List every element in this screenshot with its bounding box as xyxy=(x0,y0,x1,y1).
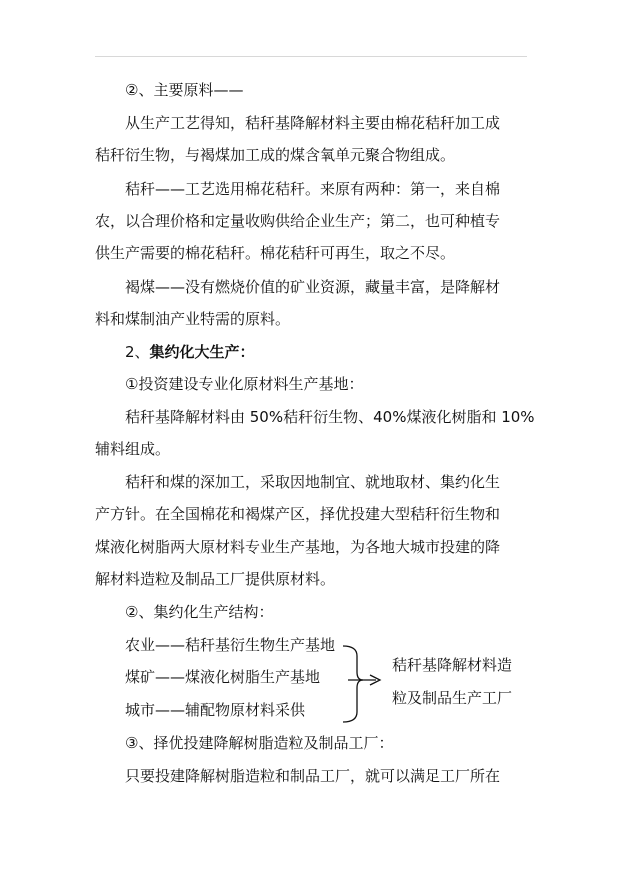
intensive-heading-num: 2、 xyxy=(125,343,150,361)
processing-line-2: 产方针。在全国棉花和褐煤产区，择优投建大型秸秆衍生物和 xyxy=(95,505,501,523)
structure-arrow-icon xyxy=(370,675,380,685)
straw-line-3: 供生产需要的棉花秸秆。棉花秸秆可再生，取之不尽。 xyxy=(95,244,456,262)
intro-line-2: 秸秆衍生物，与褐煤加工成的煤含氧单元聚合物组成。 xyxy=(95,146,456,164)
straw-line-1: 秸秆——工艺选用棉花秸秆。来原有两种：第一，来自棉 xyxy=(125,180,501,198)
structure-target-line-1: 秸秆基降解材料造 xyxy=(392,656,513,674)
item2-heading: ②、集约化生产结构： xyxy=(125,603,274,621)
structure-source-coal-mine: 煤矿——煤液化树脂生产基地 xyxy=(125,668,321,686)
processing-line-1: 秸秆和煤的深加工，采取因地制宜、就地取材、集约化生 xyxy=(125,473,501,491)
composition-line-1: 秸秆基降解材料由 50%秸秆衍生物、40%煤液化树脂和 10% xyxy=(125,408,535,426)
structure-source-agriculture: 农业——秸秆基衍生物生产基地 xyxy=(125,636,336,654)
main-materials-heading: ②、主要原料—— xyxy=(125,81,244,99)
item3-text: 只要投建降解树脂造粒和制品工厂，就可以满足工厂所在 xyxy=(125,767,501,785)
processing-line-4: 解材料造粒及制品工厂提供原材料。 xyxy=(95,570,336,588)
intensive-heading-text: 集约化大生产： xyxy=(149,343,255,361)
item1-heading: ①投资建设专业化原材料生产基地： xyxy=(125,375,364,393)
intro-line-1: 从生产工艺得知，秸秆基降解材料主要由棉花秸秆加工成 xyxy=(125,114,501,132)
item3-heading: ③、择优投建降解树脂造粒及制品工厂： xyxy=(125,734,394,752)
header-rule xyxy=(95,56,527,57)
intensive-heading xyxy=(125,342,255,362)
straw-line-2: 农，以合理价格和定量收购供给企业生产；第二，也可种植专 xyxy=(95,212,501,230)
composition-line-2: 辅料组成。 xyxy=(95,440,171,458)
structure-brace-icon xyxy=(343,646,363,722)
processing-line-3: 煤液化树脂两大原材料专业生产基地，为各地大城市投建的降 xyxy=(95,538,501,556)
lignite-line-1: 褐煤——没有燃烧价值的矿业资源，藏量丰富，是降解材 xyxy=(125,278,501,296)
structure-target-line-2: 粒及制品生产工厂 xyxy=(392,689,513,707)
lignite-line-2: 料和煤制油产业特需的原料。 xyxy=(95,310,291,328)
structure-source-city: 城市——辅配物原材料采供 xyxy=(125,701,306,719)
